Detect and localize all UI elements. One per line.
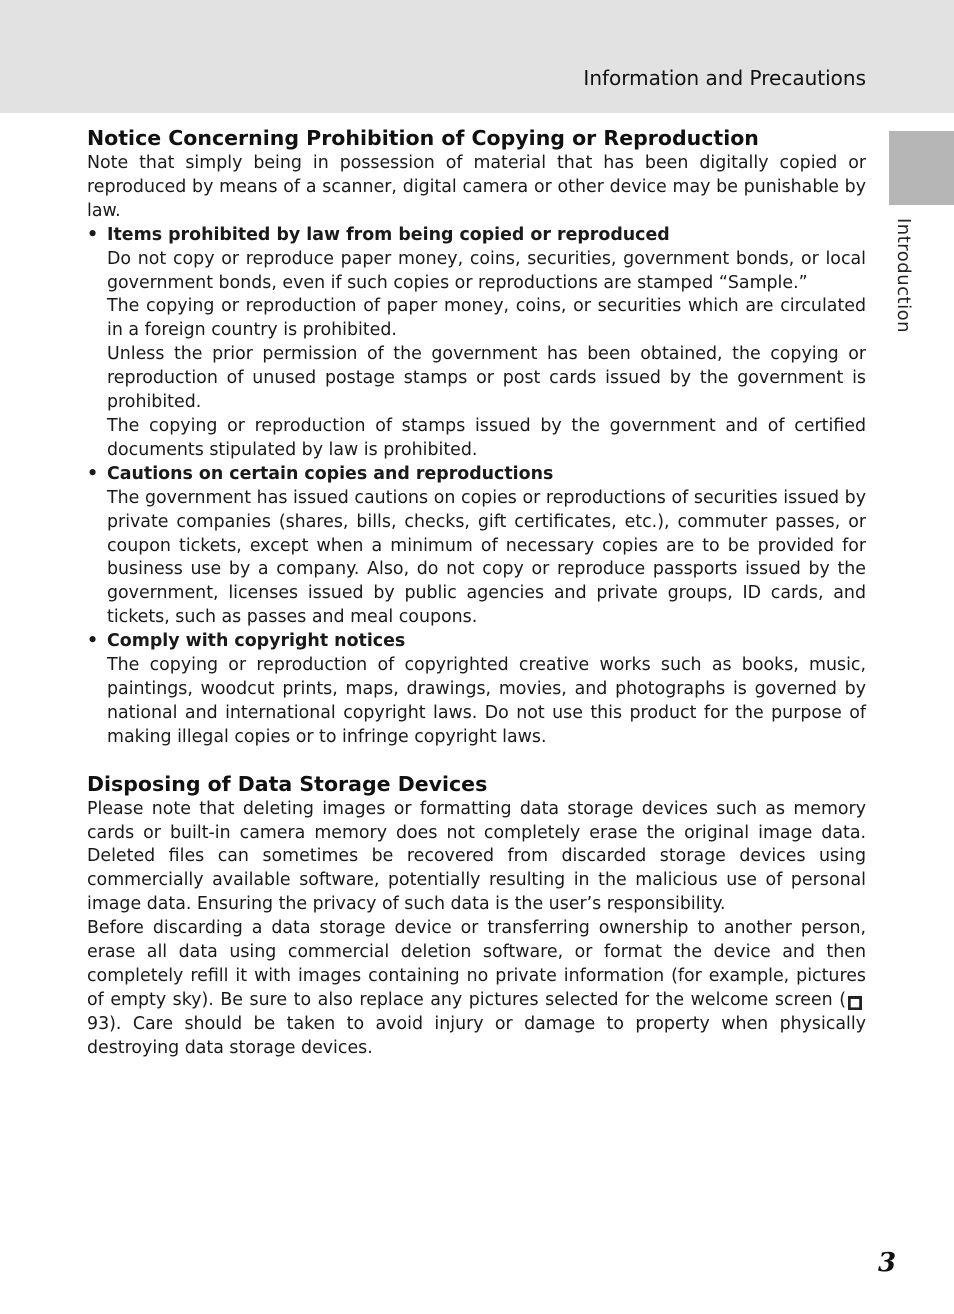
bullet-item-prohibited <box>87 224 866 463</box>
running-header: Information and Precautions <box>583 66 866 90</box>
disposing-paragraph-2 <box>87 917 866 1060</box>
paragraph-text: 93). Care should be taken to avoid injury or damage to property when physically destroying data storage devices. <box>87 1013 866 1058</box>
bullet-paragraph: The copying or reproduction of copyrighted creative works such as books, music, paintings, woodcut prints, maps, drawings, movies, and photographs is governed by national and international copyright laws. Do not use this product for the purpose of making illegal copies or to infringe copyright laws. <box>107 655 866 747</box>
bullet-marker: • <box>87 463 99 484</box>
section-title-disposing: Disposing of Data Storage Devices <box>87 771 488 796</box>
bullet-marker: • <box>87 224 99 245</box>
bullet-item-copyright <box>87 630 866 750</box>
bullet-paragraph: The copying or reproduction of paper money, coins, or securities which are circulated in a foreign country is prohibited. <box>107 296 866 341</box>
bullet-item-cautions <box>87 463 866 630</box>
bullet-body <box>87 487 866 630</box>
section-intro: Note that simply being in possession of material that has been digitally copied or reproduced by means of a scanner, digital camera or other device may be punishable by law. <box>87 153 866 221</box>
page-number: 3 <box>878 1248 897 1278</box>
section-tab-marker <box>889 131 954 205</box>
paragraph-text: Before discarding a data storage device or transferring ownership to another person, erase all data using commercial deletion software, or format the device and then completely refill it with images containing no private information (for example, pictures of empty sky). Be sure to also replace any pictures selected for the welcome screen ( <box>87 918 866 1010</box>
bullet-body <box>87 248 866 463</box>
page-content <box>87 124 866 1061</box>
header-band <box>0 0 954 113</box>
bullet-marker: • <box>87 631 99 652</box>
bullet-heading: Cautions on certain copies and reproductions <box>107 463 554 484</box>
bullet-paragraph: Do not copy or reproduce paper money, coins, securities, government bonds, or local government bonds, even if such copies or reproductions are stamped “Sample.” <box>107 248 866 293</box>
bullet-paragraph: The government has issued cautions on copies or reproductions of securities issued by private companies (shares, bills, checks, gift certificates, etc.), commuter passes, or coupon tickets, except when a minimum of necessary copies are to be provided for business use by a company. Also, do not copy or reproduce passports issued by the government, licenses issued by public agencies and private groups, ID cards, and tickets, such as passes and meal coupons. <box>107 487 866 628</box>
section-title-copying: Notice Concerning Prohibition of Copying or Reproduction <box>87 126 759 150</box>
bullet-paragraph: The copying or reproduction of stamps issued by the government and of certified documents stipulated by law is prohibited. <box>107 415 866 460</box>
bullet-heading: Items prohibited by law from being copied or reproduced <box>107 224 670 245</box>
bullet-heading: Comply with copyright notices <box>107 631 406 652</box>
book-reference-icon: ■ <box>849 995 861 1009</box>
bullet-body <box>87 654 866 750</box>
bullet-paragraph: Unless the prior permission of the government has been obtained, the copying or reproduction of unused postage stamps or post cards issued by the government is prohibited. <box>107 344 866 413</box>
disposing-paragraph-1: Please note that deleting images or formatting data storage devices such as memory cards or built-in camera memory does not completely erase the original image data. Deleted files can sometimes be recovered from discarded storage devices using commercially available software, potentially resulting in the malicious use of personal image data. Ensuring the privacy of such data is the user’s responsibility. <box>87 798 866 915</box>
section-tab-label: Introduction <box>893 218 914 334</box>
